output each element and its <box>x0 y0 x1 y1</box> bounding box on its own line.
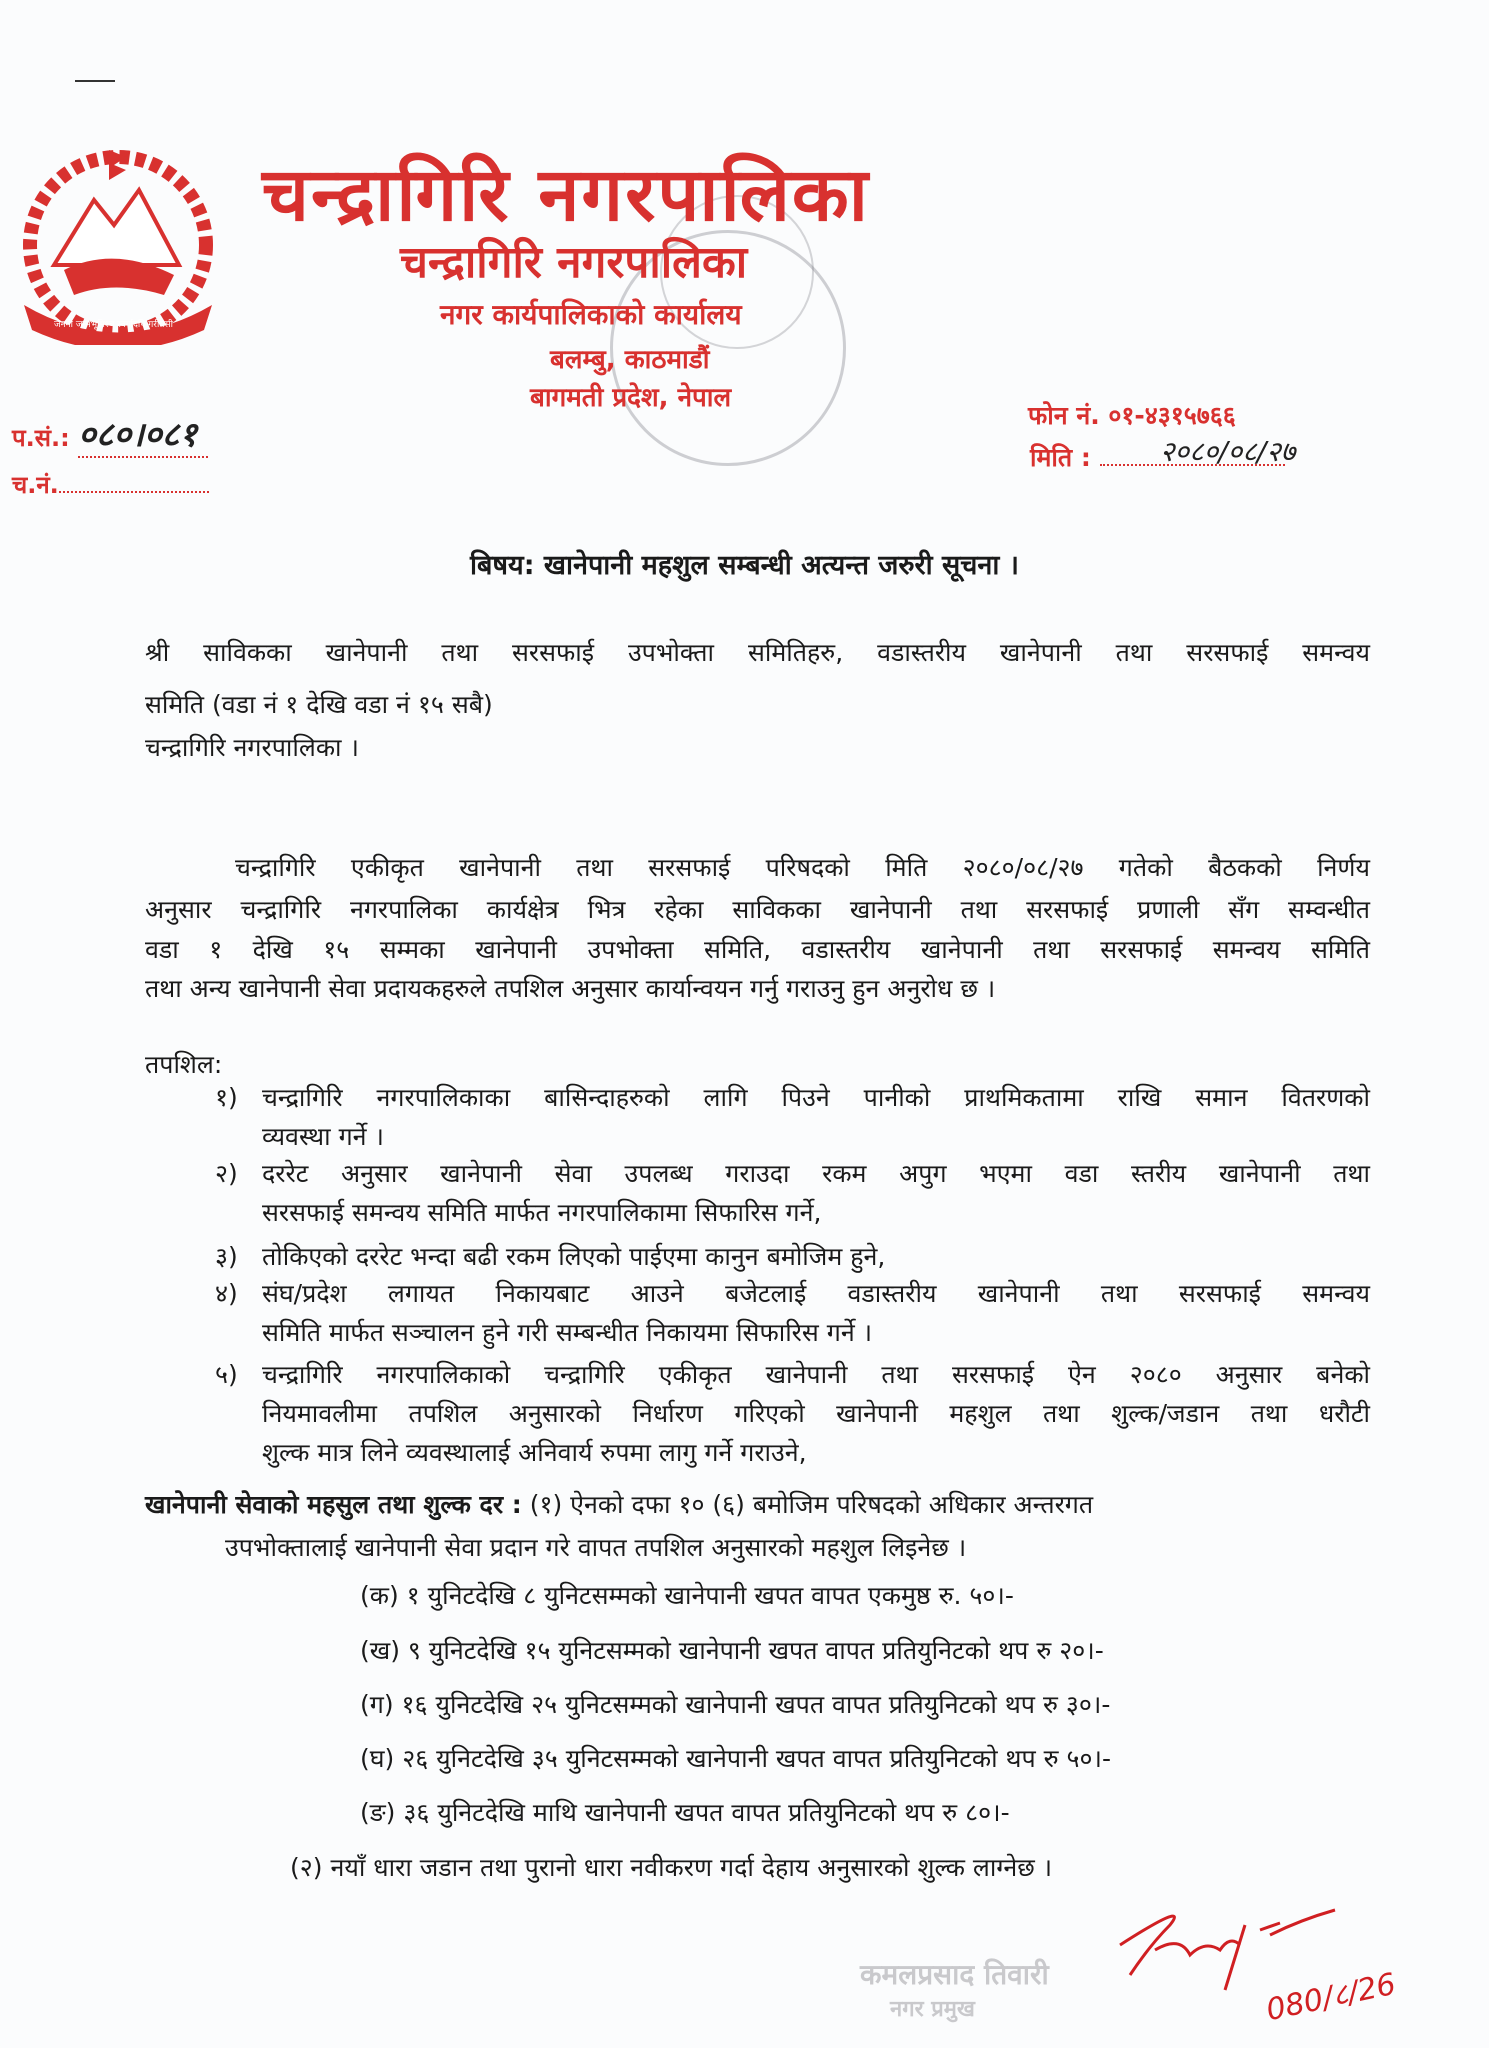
item-line: तोकिएको दररेट भन्दा बढी रकम लिएको पाईएमा कानुन बमोजिम हुने, <box>262 1242 886 1271</box>
scan-mark <box>75 80 115 82</box>
ref-label: प.सं.: <box>12 424 70 452</box>
body-line: तथा अन्य खानेपानी सेवा प्रदायकहरुले तपशिल अनुसार कार्यान्वयन गर्नु गराउनु हुन अनुरोध छ । <box>145 974 996 1003</box>
item-line: चन्द्रागिरि नगरपालिकाको चन्द्रागिरि एकीकृत खानेपानी तथा सरसफाई ऐन २०८० अनुसार बनेको <box>262 1360 1370 1389</box>
addressee-line: समिति (वडा नं १ देखि वडा नं १५ सबै) <box>145 690 493 719</box>
item-line: शुल्क मात्र लिने व्यवस्थालाई अनिवार्य रुपमा लागु गर्ने गराउने, <box>262 1438 807 1467</box>
fees-line: उपभोक्तालाई खानेपानी सेवा प्रदान गरे वापत तपशिल अनुसारको महशुल लिइनेछ । <box>225 1533 967 1562</box>
body-line: वडा १ देखि १५ सम्मका खानेपानी उपभोक्ता समिति, वडास्तरीय खानेपानी तथा सरसफाई समन्वय समिति <box>145 935 1370 964</box>
item-line: संघ/प्रदेश लगायत निकायबाट आउने बजेटलाई वडास्तरीय खानेपानी तथा सरसफाई समन्वय <box>262 1279 1370 1308</box>
fees-heading <box>145 1488 1093 1522</box>
addressee-line: श्री साविकका खानेपानी तथा सरसफाई उपभोक्ता समितिहरु, वडास्तरीय खानेपानी तथा सरसफाई समन्वय <box>145 638 1370 667</box>
item-line: दररेट अनुसार खानेपानी सेवा उपलब्ध गराउदा रकम अपुग भएमा वडा स्तरीय खानेपानी तथा <box>262 1159 1370 1188</box>
rate-item: (क) १ युनिटदेखि ८ युनिटसम्मको खानेपानी खपत वापत एकमुष्ठ रु. ५०।- <box>360 1581 1014 1610</box>
rate-item: (ङ) ३६ युनिटदेखि माथि खानेपानी खपत वापत प्रतियुनिटको थप रु ८०।- <box>360 1798 1010 1827</box>
item-line: समिति मार्फत सञ्चालन हुने गरी सम्बन्धीत निकायमा सिफारिस गर्ने । <box>262 1318 873 1347</box>
fees-heading-rest: (१) ऐनको दफा १० (६) बमोजिम परिषदको अधिकार अन्तरगत <box>529 1490 1094 1519</box>
nepal-emblem-logo <box>14 145 222 345</box>
dispatch-number <box>12 468 209 501</box>
municipality-title-echo: चन्द्रागिरि नगरपालिका <box>400 237 748 288</box>
addressee-line: चन्द्रागिरि नगरपालिका । <box>145 733 359 762</box>
item-number: २) <box>215 1159 238 1188</box>
signatory-title: नगर प्रमुख <box>890 1997 975 2022</box>
item-line: नियमावलीमा तपशिल अनुसारको निर्धारण गरिएको खानेपानी महशुल तथा शुल्क/जडान तथा धरौटी <box>262 1399 1370 1428</box>
item-line: व्यवस्था गर्ने । <box>262 1122 384 1151</box>
address-line-1: बलम्बु, काठमाडौं <box>550 345 710 375</box>
subject-line: बिषय: खानेपानी महशुल सम्बन्धी अत्यन्त जरुरी सूचना । <box>470 550 1019 581</box>
signatory-name: कमलप्रसाद तिवारी <box>860 1958 1049 1991</box>
handwritten-date: 080/८/26 <box>1263 1966 1399 2029</box>
body-line: अनुसार चन्द्रागिरि नगरपालिका कार्यक्षेत्र भित्र रहेका साविकका खानेपानी तथा सरसफाई प्रणाली सँग सम्वन्धीत <box>145 895 1370 924</box>
fees-heading-bold: खानेपानी सेवाको महसुल तथा शुल्क दर : <box>145 1490 522 1519</box>
reference-number <box>12 410 208 458</box>
date-label: मिति : <box>1030 443 1091 472</box>
address-line-2: बागमती प्रदेश, नेपाल <box>530 383 732 413</box>
rate-item: (ग) १६ युनिटदेखि २५ युनिटसम्मको खानेपानी खपत वापत प्रतियुनिटको थप रु ३०।- <box>360 1690 1111 1719</box>
dispatch-label: च.नं. <box>12 471 59 499</box>
item-number: ५) <box>215 1360 238 1389</box>
item-number: ३) <box>215 1242 238 1271</box>
body-line: चन्द्रागिरि एकीकृत खानेपानी तथा सरसफाई परिषदको मिति २०८०/०८/२७ गतेको बैठकको निर्णय <box>235 853 1370 882</box>
ref-value: ०८०।०८१ <box>78 410 208 458</box>
date-field <box>1030 435 1296 474</box>
item-number: ४) <box>215 1279 238 1308</box>
rate-item: (ख) ९ युनिटदेखि १५ युनिटसम्मको खानेपानी खपत वापत प्रतियुनिटको थप रु २०।- <box>360 1636 1104 1665</box>
phone-number: फोन नं. ०१-४३१५७६६ <box>1028 401 1236 430</box>
item-line: चन्द्रागिरि नगरपालिकाका बासिन्दाहरुको लागि पिउने पानीको प्राथमिकतामा राखि समान वितरणको <box>262 1083 1370 1112</box>
emblem-motto: जननी जन्मभूमिश्च स्वर्गादपि गरीयसी <box>54 320 173 330</box>
rate-item: (घ) २६ युनिटदेखि ३५ युनिटसम्मको खानेपानी खपत वापत प्रतियुनिटको थप रु ५०।- <box>360 1744 1112 1773</box>
municipality-title: चन्द्रागिरि नगरपालिका <box>262 152 870 238</box>
office-name: नगर कार्यपालिकाको कार्यालय <box>440 298 742 331</box>
date-value: २०८०/०८/२७ <box>1160 435 1296 468</box>
connection-fee-line: (२) नयाँ धारा जडान तथा पुरानो धारा नवीकरण गर्दा देहाय अनुसारको शुल्क लाग्नेछ । <box>290 1853 1053 1882</box>
tapsil-label: तपशिल: <box>145 1050 223 1079</box>
item-number: १) <box>215 1083 238 1112</box>
item-line: सरसफाई समन्वय समिति मार्फत नगरपालिकामा सिफारिस गर्ने, <box>262 1198 822 1227</box>
